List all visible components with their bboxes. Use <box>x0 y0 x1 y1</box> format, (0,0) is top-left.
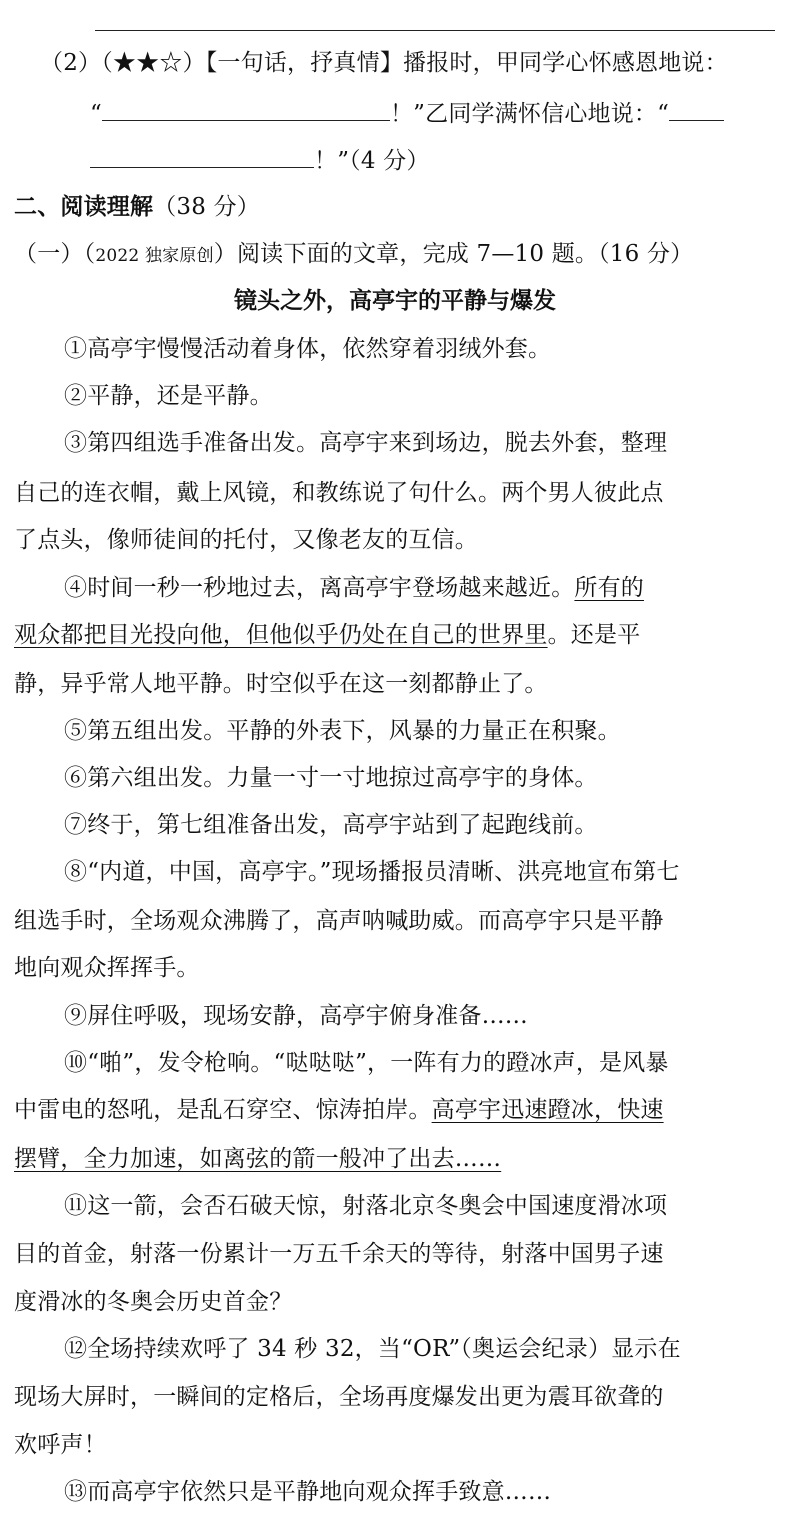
paragraph-10-line-3 <box>14 1144 776 1174</box>
subsection-heading <box>14 239 776 271</box>
paragraph-4-line-3: 静，异乎常人地平静。时空似乎在这一刻都静止了。 <box>14 671 548 697</box>
subsection-instruction: ）阅读下面的文章，完成 7—10 题。（16 分） <box>213 241 694 267</box>
answer-blank-b-start[interactable] <box>669 98 724 121</box>
paragraph-11-line-3: 度滑冰的冬奥会历史首金？ <box>14 1289 293 1315</box>
underlined-sentence-b-part-1: 高亭宇迅速蹬冰，快速 <box>431 1097 664 1123</box>
paragraph-3-line-3: 了点头，像师徒间的托付，又像老友的互信。 <box>14 527 478 553</box>
top-divider <box>95 30 775 31</box>
section-score: （38 分） <box>153 194 260 220</box>
question-line-2 <box>90 98 780 129</box>
paragraph-3-line-1: ③第四组选手准备出发。高亭宇来到场边，脱去外套，整理 <box>64 430 668 456</box>
paragraph-12-line-1: ⑫全场持续欢呼了 34 秒 32，当“OR”（奥运会纪录）显示在 <box>64 1336 681 1362</box>
paragraph-2: ②平静，还是平静。 <box>64 383 273 409</box>
paragraph-11-line-2: 目的首金，射落一份累计一万五千余天的等待，射落中国男子速 <box>14 1241 664 1267</box>
section-heading <box>14 192 776 222</box>
question-line-3 <box>90 145 780 176</box>
answer-blank-a[interactable] <box>102 98 390 121</box>
subsection-prefix: （一）（ <box>14 241 96 267</box>
section-title: 二、阅读理解 <box>14 194 154 220</box>
question-line-1 <box>40 48 780 78</box>
paragraph-12-line-3: 欢呼声！ <box>14 1432 107 1458</box>
paragraph-9: ⑨屏住呼吸，现场安静，高亭宇俯身准备…… <box>64 1003 528 1029</box>
paragraph-4-line-1 <box>14 573 776 603</box>
answer-blank-b-end[interactable] <box>90 145 314 168</box>
question-score: ！”（4 分） <box>314 148 430 174</box>
paragraph-11-line-1: ⑪这一箭，会否石破天惊，射落北京冬奥会中国速度滑冰项 <box>64 1193 668 1219</box>
article-title: 镜头之外，高亭宇的平静与爆发 <box>234 288 556 314</box>
question-prompt: （2）（★★☆）【一句话，抒真情】播报时，甲同学心怀感恩地说： <box>40 50 728 76</box>
paragraph-12-line-2: 现场大屏时，一瞬间的定格后，全场再度爆发出更为震耳欲聋的 <box>14 1384 664 1410</box>
quote-open-a: “ <box>90 101 102 127</box>
paragraph-4-text: ④时间一秒一秒地过去，离高亭宇登场越来越近。 <box>64 575 575 601</box>
paragraph-13: ⑬而高亭宇依然只是平静地向观众挥手致意…… <box>64 1479 552 1505</box>
paragraph-8-line-1: ⑧“内道，中国，高亭宇。”现场播报员清晰、洪亮地宣布第七 <box>64 859 680 885</box>
underlined-sentence-a-part-2: 观众都把目光投向他，但他似乎仍处在自己的世界里 <box>14 622 548 648</box>
paragraph-3-line-2: 自己的连衣帽，戴上风镜，和教练说了句什么。两个男人彼此点 <box>14 480 664 506</box>
paragraph-5: ⑤第五组出发。平静的外表下，风暴的力量正在积聚。 <box>64 718 621 744</box>
paragraph-4-text-2: 。还是平 <box>547 622 641 648</box>
subsection-note: 2022 独家原创 <box>95 246 214 266</box>
paragraph-1: ①高亭宇慢慢活动着身体，依然穿着羽绒外套。 <box>64 336 552 362</box>
underlined-sentence-b-part-2: 摆臂，全力加速，如离弦的箭一般冲了出去…… <box>14 1146 502 1172</box>
paragraph-10-line-2 <box>14 1095 776 1125</box>
paragraph-8-line-2: 组选手时，全场观众沸腾了，高声呐喊助威。而高亭宇只是平静 <box>14 908 664 934</box>
paragraph-7: ⑦终于，第七组准备出发，高亭宇站到了起跑线前。 <box>64 812 598 838</box>
quote-mid: ！”乙同学满怀信心地说：“ <box>389 101 670 127</box>
underlined-sentence-a-part-1: 所有的 <box>574 575 645 601</box>
paragraph-10-text: 中雷电的怒吼，是乱石穿空、惊涛拍岸。 <box>14 1097 432 1123</box>
paragraph-10-line-1: ⑩“啪”，发令枪响。“哒哒哒”，一阵有力的蹬冰声，是风暴 <box>64 1050 669 1076</box>
paragraph-6: ⑥第六组出发。力量一寸一寸地掠过高亭宇的身体。 <box>64 765 598 791</box>
paragraph-8-line-3: 地向观众挥挥手。 <box>14 955 200 981</box>
paragraph-4-line-2 <box>14 620 776 650</box>
